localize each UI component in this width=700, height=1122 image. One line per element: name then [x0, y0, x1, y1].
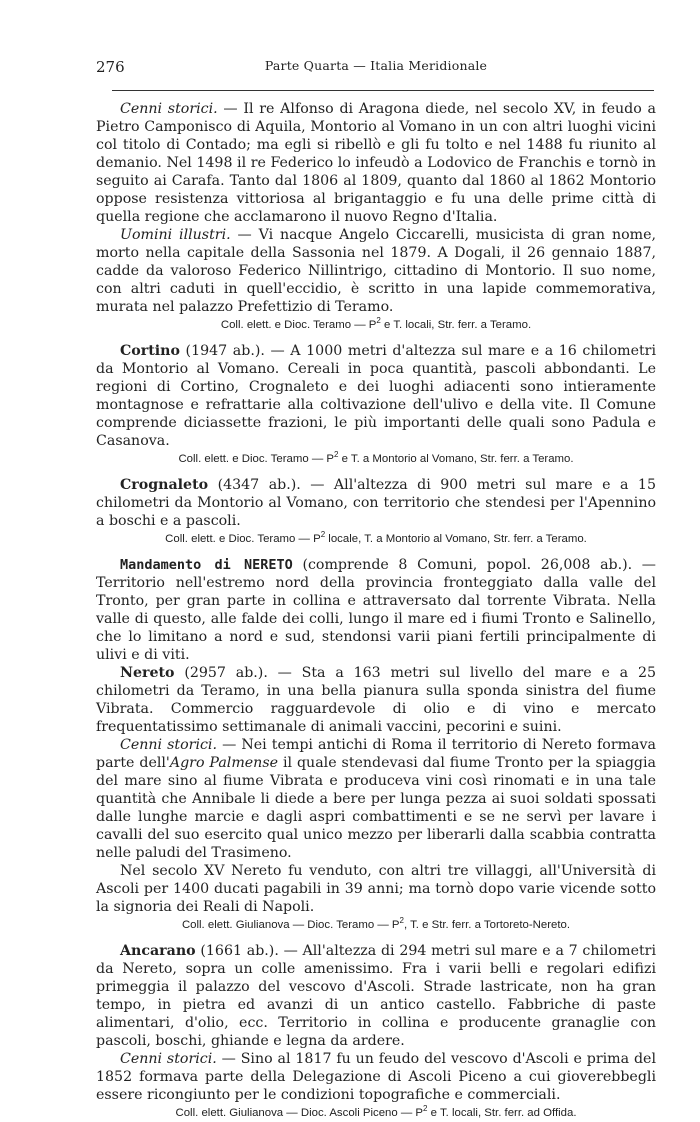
paragraph-text: — Il re Alfonso di Aragona diede, nel secolo XV, in feudo a Pietro Camponisco di Aquila, Montorio al Vomano in un con altri luoghi vicini col titolo di Contado; ma egli si ribellò e gli fu tolto e nel 1488 fu riunito al demanio. Nel 1498 il re Federico lo infeudò a Lodovico de Franchis e tornò in seguito ai Carafa. Tanto dal 1806 al 1809, quanto dal 1860 al 1862 Montorio oppose resistenza vittoriosa al brigantaggio e fu una delle prime città di quella regione che acclamarono il nuovo Regno d'Italia. [96, 101, 656, 225]
paragraph [96, 1050, 656, 1104]
page-header [96, 58, 656, 78]
paragraph [96, 342, 656, 450]
place-name: NERETO [244, 557, 293, 573]
paragraph-text: (1661 ab.). — All'altezza di 294 metri sul mare e a 7 chilometri da Nereto, sopra un colle amenissimo. Fra i varii belli e regolari edifizi primeggia il palazzo del vescovo d'Ascoli. Strade lastricate, non ha gran tempo, in pietra ed avanzi di un antico castello. Fabbriche di paste alimentari, d'olio, ecc. Territorio in collina e producente granaglie con pascoli, boschi, ghiande e legna da ardere. [96, 943, 656, 1049]
collegio-note: Coll. elett. e Dioc. Teramo — $P^2$ locale, T. a Montorio al Vomano, Str. ferr. a Teramo. [165, 530, 587, 545]
paragraph [96, 556, 656, 664]
place-name: Crognaleto [120, 477, 209, 493]
page-body [96, 100, 656, 1122]
header-rule [112, 90, 654, 91]
place-name: Nereto [120, 665, 175, 681]
running-title: Parte Quarta — Italia Meridionale [264, 58, 488, 73]
place-name: Ancarano [120, 943, 196, 959]
section-lead: Cenni storici. [120, 101, 218, 117]
paragraph [96, 664, 656, 736]
paragraph: Cenni storici. — Nei tempi antichi di Roma il territorio di Nereto formava parte dell'Agro Palmense il quale stendevasi dal fiume Tronto per la spiaggia del mare sino al fiume Vibrata e produceva vini così rinomati e in una tale quantità che Annibale li diede a bere per lunga pezza ai suoi soldati spossati dalle lunghe marcie e dagli aspri combattimenti e se ne servì per lavare i cavalli del suo esercito qual unico mezzo per liberarli dalla scabbia contratta nelle paludi del Trasimeno. [96, 737, 656, 861]
collegio-note: Coll. elett. Giulianova — Dioc. Ascoli Piceno — $P^2$ e T. locali, Str. ferr. ad Offida. [175, 1104, 577, 1119]
mandamento-label: Mandamento di [120, 557, 245, 573]
section-lead: Cenni storici. [120, 737, 217, 753]
paragraph-text: — Sino al 1817 fu un feudo del vescovo d'Ascoli e prima del 1852 formava parte della Delegazione di Ascoli Piceno a cui gioverebbegli essere ricongiunto per le condizioni topografiche e commerciali. [96, 1051, 656, 1103]
paragraph [96, 862, 656, 916]
paragraph-text: (1947 ab.). — A 1000 metri d'altezza sul mare e a 16 chilometri da Montorio al Vomano. Cereali in poca quantità, pascoli abbondanti. Le regioni di Cortino, Crognaleto e dei luoghi adiacenti sono intieramente montagnose e refrattarie alla coltivazione dell'ulivo e della vite. Il Comune comprende diciassette frazioni, le più importanti delle quali sono Padula e Casanova. [96, 343, 656, 449]
section-lead: Cenni storici. [120, 1051, 217, 1067]
collegio-note: Coll. elett. Giulianova — Dioc. Teramo — $P^2$, T. e Str. ferr. a Tortoreto-Nereto. [181, 916, 571, 931]
paragraph-text: (4347 ab.). — All'altezza di 900 metri sul mare e a 15 chilometri da Montorio al Vomano, con territorio che stendesi per l'Apennino a boschi e a pascoli. [96, 477, 656, 529]
collegio-note: Coll. elett. e Dioc. Teramo — $P^2$ e T. locali, Str. ferr. a Teramo. [220, 316, 532, 331]
paragraph-text: (comprende 8 Comuni, popol. 26,008 ab.). — Territorio nell'estremo nord della provincia fronteggiato dalla valle del Tronto, per gran parte in collina e attraversato dal torrente Vibrata. Nella valle di questo, alle falde dei colli, lungo il mare ed i fiumi Tronto e Salinello, che lo limitano a nord e sud, stendonsi varii piani fertili principalmente di ulivi e di viti. [96, 557, 656, 663]
paragraph-text: Nel secolo XV Nereto fu venduto, con altri tre villaggi, all'Università di Ascoli per 1400 ducati pagabili in 39 anni; ma tornò dopo varie vicende sotto la signoria dei Reali di Napoli. [96, 863, 656, 915]
place-name: Cortino [120, 343, 180, 359]
paragraph-text: (2957 ab.). — Sta a 163 metri sul livello del mare e a 25 chilometri da Teramo, in una bella pianura sulla sponda sinistra del fiume Vibrata. Commercio ragguardevole di olio e di vino e mercato frequentatissimo settimanale di animali vaccini, pecorini e suini. [96, 665, 656, 735]
collegio-note: Coll. elett. e Dioc. Teramo — $P^2$ e T. a Montorio al Vomano, Str. ferr. a Teramo. [178, 450, 574, 465]
section-lead: Uomini illustri. [120, 227, 231, 243]
page-number: 276 [96, 58, 125, 76]
paragraph [96, 100, 656, 226]
paragraph [96, 226, 656, 316]
italic-term: Agro Palmense [169, 755, 278, 771]
paragraph-text: — Vi nacque Angelo Ciccarelli, musicista di gran nome, morto nella capitale della Sassonia nel 1879. A Dogali, il 26 gennaio 1887, cadde da valoroso Federico Nillintrigo, cittadino di Montorio. Il suo nome, con altri caduti in quell'eccidio, è scritto in una lapide commemorativa, murata nel palazzo Prefettizio di Teramo. [96, 227, 656, 315]
paragraph [96, 942, 656, 1050]
paragraph [96, 476, 656, 530]
